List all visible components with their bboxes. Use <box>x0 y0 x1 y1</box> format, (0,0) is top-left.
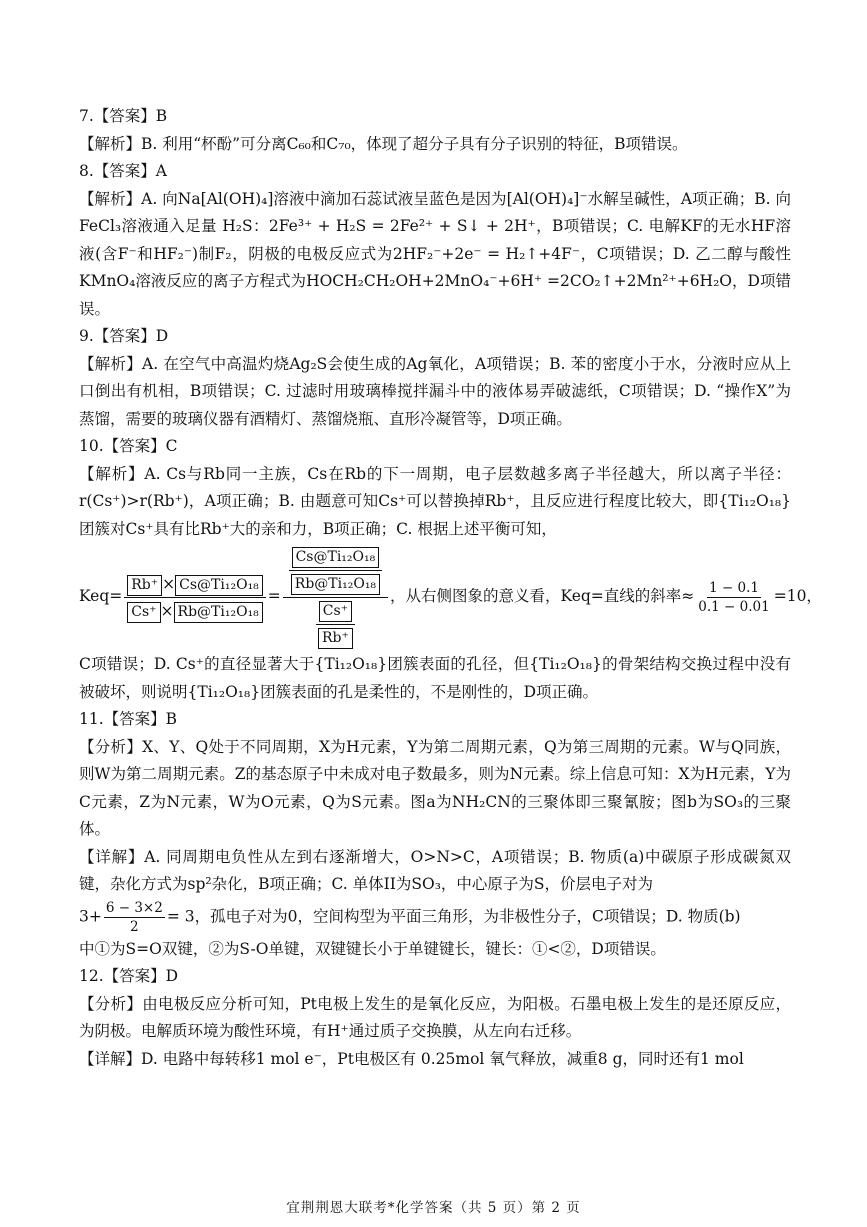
slope-value: =10， <box>773 587 822 606</box>
q11-analysis: 【分析】X、Y、Q处于不同周期，X为H元素，Y为第二周期元素，Q为第三周期的元素。W与Q同族，则W为第二周期元素。Z的基态原子中未成对电子数最多，则为N元素。综上信息可知：X为H元素，Y为C元素，Z为N元素，W为O元素，Q为S元素。图a为NH₂CN的三聚体即三聚氰胺；图b为SO₃的三聚体。 <box>79 737 791 838</box>
q10-explanation-part1: 【解析】A. Cs与Rb同一主族，Cs在Rb的下一周期，电子层数越多离子半径越大，所以离子半径：r(Cs⁺)>r(Rb⁺)，A项正确；B. 由题意可知Cs⁺可以替换掉Rb⁺，且反应进行程度比较大，即{Ti₁₂O₁₈}团簇对Cs⁺具有比Rb⁺大的亲和力，B项正确；C. 根据上述平衡可知， <box>79 464 791 538</box>
vsepr-fraction: $\frac{6 - 3\times 2}{2}$ <box>105 899 163 935</box>
q12-answer: 12.【答案】D <box>79 967 179 985</box>
cs-complex-bracket: Cs@Ti₁₂O₁₈ <box>175 575 263 596</box>
q7-answer: 7.【答案】B <box>79 107 168 125</box>
q10-explanation-part2: C项错误；D. Cs⁺的直径显著大于{Ti₁₂O₁₈}团簇表面的孔径，但{Ti₁₂O₁₈}的骨架结构交换过程中没有被破坏，则说明{Ti₁₂O₁₈}团簇表面的孔是柔性的，不是刚性的，D项正确。 <box>79 655 791 701</box>
q9-explanation: 【解析】A. 在空气中高温灼烧Ag₂S会使生成的Ag氧化，A项错误；B. 苯的密度小于水，分液时应从上口倒出有机相，B项错误；C. 过滤时用玻璃棒搅拌漏斗中的液体易弄破滤纸，C项错误；D. “操作X”为蒸馏，需要的玻璃仪器有酒精灯、蒸馏烧瓶、直形冷凝管等，D项正确。 <box>79 354 791 428</box>
keq-fraction-1: $\frac{\text{Rb⁺ × Cs@Ti₁₂O₁₈}}{\text{Cs⁺ × Rb@Ti₁₂O₁₈}}$ <box>124 572 266 623</box>
q8-answer: 8.【答案】A <box>79 162 167 180</box>
keq-tail-text: ，从右侧图象的意义看，Keq=直线的斜率≈ <box>390 587 695 606</box>
q10-answer: 10.【答案】C <box>79 437 178 455</box>
answer-content <box>79 103 822 1073</box>
cs-ion-bracket: Cs⁺ <box>127 602 160 623</box>
rb-complex-bracket: Rb@Ti₁₂O₁₈ <box>174 602 263 623</box>
q7-explanation: 【解析】B. 利用“杯酚”可分离C₆₀和C₇₀，体现了超分子具有分子识别的特征，B项错误。 <box>79 134 688 153</box>
q11-answer: 11.【答案】B <box>79 710 178 728</box>
q11-detail-part2: 中①为S=O双键，②为S-O单键，双键键长小于单键键长，键长：①<②，D项错误。 <box>79 939 666 958</box>
q11-detail-part1: 【详解】A. 同周期电负性从左到右逐渐增大，O>N>C，A项错误；B. 物质(a)中碳原子形成碳氮双键，杂化方式为sp²杂化，B项正确；C. 单体II为SO₃，中心原子为S，价层电子对为 3+ $\frac{6 - 3\times 2}{2}$ = 3，孤电子对为0，空间构型为平面三角形，为非极性分子，C项错误；D. 物质(b) <box>79 847 791 935</box>
q12-analysis: 【分析】由电极反应分析可知，Pt电极上发生的是氧化反应，为阳极。石墨电极上发生的是还原反应，为阴极。电解质环境为酸性环境，有H⁺通过质子交换膜，从左向右迁移。 <box>79 994 791 1040</box>
page-footer: 宜荆荆恩大联考*化学答案（共 5 页）第 2 页 <box>286 1200 581 1216</box>
keq-fraction-2: $\frac{\frac{\text{Cs@Ti₁₂O₁₈}}{\text{Rb@Ti₁₂O₁₈}}}{\frac{Cs^+}{Rb^+}}$ <box>283 545 388 650</box>
q9-answer: 9.【答案】D <box>79 327 169 345</box>
rb-ion-bracket: Rb⁺ <box>127 575 162 596</box>
keq-label: Keq= <box>79 587 123 606</box>
q8-explanation: 【解析】A. 向Na[Al(OH)₄]溶液中滴加石蕊试液呈蓝色是因为[Al(OH)₄]⁻水解呈碱性，A项正确；B. 向 FeCl₃溶液通入足量 H₂S：2Fe³⁺ + H₂S = 2Fe²⁺ + S↓ + 2H⁺，B项错误；C. 电解KF的无水HF溶液(含F⁻和HF₂⁻)制F₂，阴极的电极反应式为2HF₂⁻+2e⁻ = H₂↑+4F⁻，C项错误；D. 乙二醇与酸性KMnO₄溶液反应的离子方程式为HOCH₂CH₂OH+2MnO₄⁻+6H⁺ =2CO₂↑+2Mn²⁺+6H₂O，D项错误。 <box>79 189 791 318</box>
q12-detail: 【详解】D. 电路中每转移1 mol e⁻，Pt电极区有 0.25mol 氧气释放，减重8 g，同时还有1 mol <box>79 1049 744 1068</box>
keq-equation <box>79 543 822 651</box>
slope-fraction: $\frac{1 - 0.1}{0.1 - 0.01}$ <box>698 579 770 615</box>
keq-equals: = <box>267 587 281 606</box>
